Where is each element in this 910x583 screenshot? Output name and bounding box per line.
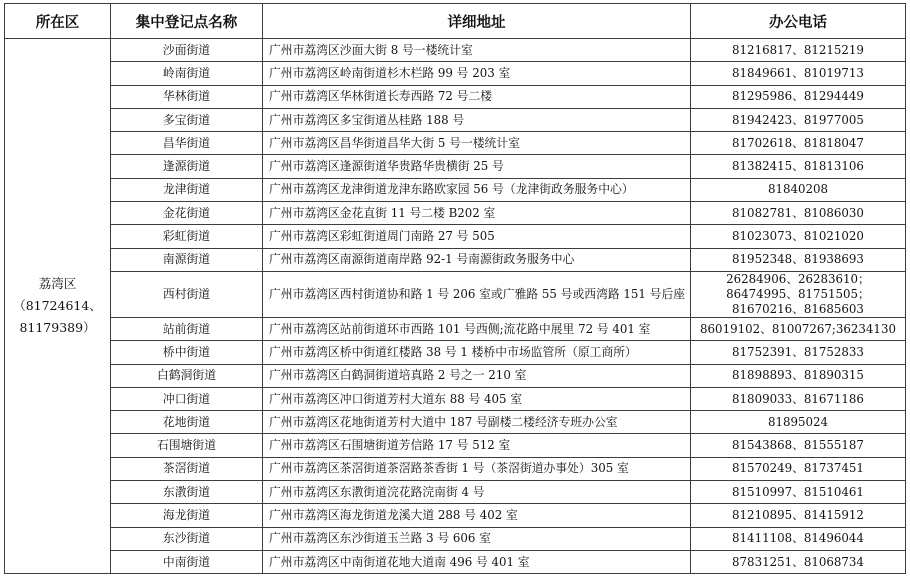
- table-row: [5, 85, 906, 108]
- street-address: 广州市荔湾区华林街道长寿西路 72 号二楼: [263, 85, 691, 108]
- street-phone: 81895024: [691, 411, 906, 434]
- header-site-name: 集中登记点名称: [111, 4, 263, 39]
- street-name: 石围塘街道: [111, 434, 263, 457]
- header-district: 所在区: [5, 4, 111, 39]
- street-name: 西村街道: [111, 271, 263, 317]
- table-row: [5, 248, 906, 271]
- street-phone: 81570249、81737451: [691, 457, 906, 480]
- table-row: [5, 178, 906, 201]
- street-address: 广州市荔湾区逢源街道华贵路华贵横街 25 号: [263, 155, 691, 178]
- street-phone: 81210895、81415912: [691, 504, 906, 527]
- table-row: [5, 317, 906, 340]
- header-phone: 办公电话: [691, 4, 906, 39]
- street-name: 冲口街道: [111, 387, 263, 410]
- street-phone: 26284906、26283610；86474995、81751505；81670216、81685603: [691, 271, 906, 317]
- street-name: 岭南街道: [111, 62, 263, 85]
- street-address: 广州市荔湾区龙津街道龙津东路欧家园 56 号（龙津街政务服务中心）: [263, 178, 691, 201]
- street-name: 东漖街道: [111, 481, 263, 504]
- street-name: 茶滘街道: [111, 457, 263, 480]
- street-address: 广州市荔湾区金花直街 11 号二楼 B202 室: [263, 202, 691, 225]
- street-phone: 81216817、81215219: [691, 39, 906, 62]
- street-phone: 81898893、81890315: [691, 364, 906, 387]
- table-row: [5, 481, 906, 504]
- street-address: 广州市荔湾区中南街道花地大道南 496 号 401 室: [263, 550, 691, 573]
- street-name: 昌华街道: [111, 132, 263, 155]
- street-phone: 87831251、81068734: [691, 550, 906, 573]
- street-phone: 81840208: [691, 178, 906, 201]
- table-row: [5, 108, 906, 131]
- table-row: [5, 550, 906, 573]
- street-address: 广州市荔湾区沙面大街 8 号一楼统计室: [263, 39, 691, 62]
- street-name: 花地街道: [111, 411, 263, 434]
- street-address: 广州市荔湾区桥中街道红楼路 38 号 1 楼桥中市场监管所（原工商所）: [263, 341, 691, 364]
- table-row: [5, 271, 906, 317]
- district-name: 荔湾区: [38, 276, 77, 292]
- table-row: [5, 202, 906, 225]
- street-name: 站前街道: [111, 317, 263, 340]
- table-row: [5, 434, 906, 457]
- street-phone: 81702618、81818047: [691, 132, 906, 155]
- street-name: 龙津街道: [111, 178, 263, 201]
- table-row: [5, 155, 906, 178]
- district-cell: [5, 39, 111, 574]
- table-row: [5, 527, 906, 550]
- table-row: [5, 225, 906, 248]
- street-address: 广州市荔湾区南源街道南岸路 92-1 号南源街政务服务中心: [263, 248, 691, 271]
- street-name: 白鹤洞街道: [111, 364, 263, 387]
- street-address: 广州市荔湾区冲口街道芳村大道东 88 号 405 室: [263, 387, 691, 410]
- district-phone-line1: （81724614、: [13, 298, 102, 314]
- street-phone: 81543868、81555187: [691, 434, 906, 457]
- street-name: 桥中街道: [111, 341, 263, 364]
- street-address: 广州市荔湾区石围塘街道芳信路 17 号 512 室: [263, 434, 691, 457]
- street-phone: 81849661、81019713: [691, 62, 906, 85]
- street-address: 广州市荔湾区海龙街道龙溪大道 288 号 402 室: [263, 504, 691, 527]
- street-phone: 81942423、81977005: [691, 108, 906, 131]
- street-address: 广州市荔湾区彩虹街道周门南路 27 号 505: [263, 225, 691, 248]
- table-row: [5, 387, 906, 410]
- street-phone: 81023073、81021020: [691, 225, 906, 248]
- street-phone: 81411108、81496044: [691, 527, 906, 550]
- table-row: [5, 341, 906, 364]
- street-name: 东沙街道: [111, 527, 263, 550]
- table-row: [5, 62, 906, 85]
- table-row: [5, 39, 906, 62]
- street-phone: 86019102、81007267;36234130: [691, 317, 906, 340]
- street-name: 逢源街道: [111, 155, 263, 178]
- street-address: 广州市荔湾区多宝街道丛桂路 188 号: [263, 108, 691, 131]
- registration-table-container: [4, 3, 906, 574]
- street-name: 华林街道: [111, 85, 263, 108]
- street-address: 广州市荔湾区昌华街道昌华大街 5 号一楼统计室: [263, 132, 691, 155]
- street-name: 彩虹街道: [111, 225, 263, 248]
- street-address: 广州市荔湾区白鹤洞街道培真路 2 号之一 210 室: [263, 364, 691, 387]
- table-body: [5, 39, 906, 574]
- street-name: 沙面街道: [111, 39, 263, 62]
- street-address: 广州市荔湾区岭南街道杉木栏路 99 号 203 室: [263, 62, 691, 85]
- street-address: 广州市荔湾区站前街道环市西路 101 号西侧;流花路中展里 72 号 401 室: [263, 317, 691, 340]
- street-name: 海龙街道: [111, 504, 263, 527]
- street-address: 广州市荔湾区花地街道芳村大道中 187 号副楼二楼经济专班办公室: [263, 411, 691, 434]
- table-header-row: [5, 4, 906, 39]
- street-address: 广州市荔湾区西村街道协和路 1 号 206 室或广雅路 55 号或西湾路 151 号后座: [263, 271, 691, 317]
- table-row: [5, 411, 906, 434]
- header-address: 详细地址: [263, 4, 691, 39]
- street-phone: 81752391、81752833: [691, 341, 906, 364]
- street-address: 广州市荔湾区茶滘街道茶滘路茶香街 1 号（茶滘街道办事处）305 室: [263, 457, 691, 480]
- street-name: 中南街道: [111, 550, 263, 573]
- table-row: [5, 132, 906, 155]
- table-row: [5, 364, 906, 387]
- registration-table: [4, 3, 906, 574]
- street-phone: 81382415、81813106: [691, 155, 906, 178]
- street-phone: 81510997、81510461: [691, 481, 906, 504]
- street-phone: 81809033、81671186: [691, 387, 906, 410]
- table-row: [5, 504, 906, 527]
- street-phone: 81082781、81086030: [691, 202, 906, 225]
- street-name: 南源街道: [111, 248, 263, 271]
- street-phone: 81295986、81294449: [691, 85, 906, 108]
- street-name: 多宝街道: [111, 108, 263, 131]
- table-row: [5, 457, 906, 480]
- district-phone-line2: 81179389）: [19, 320, 96, 336]
- street-phone: 81952348、81938693: [691, 248, 906, 271]
- street-address: 广州市荔湾区东漖街道浣花路浣南街 4 号: [263, 481, 691, 504]
- street-name: 金花街道: [111, 202, 263, 225]
- street-address: 广州市荔湾区东沙街道玉兰路 3 号 606 室: [263, 527, 691, 550]
